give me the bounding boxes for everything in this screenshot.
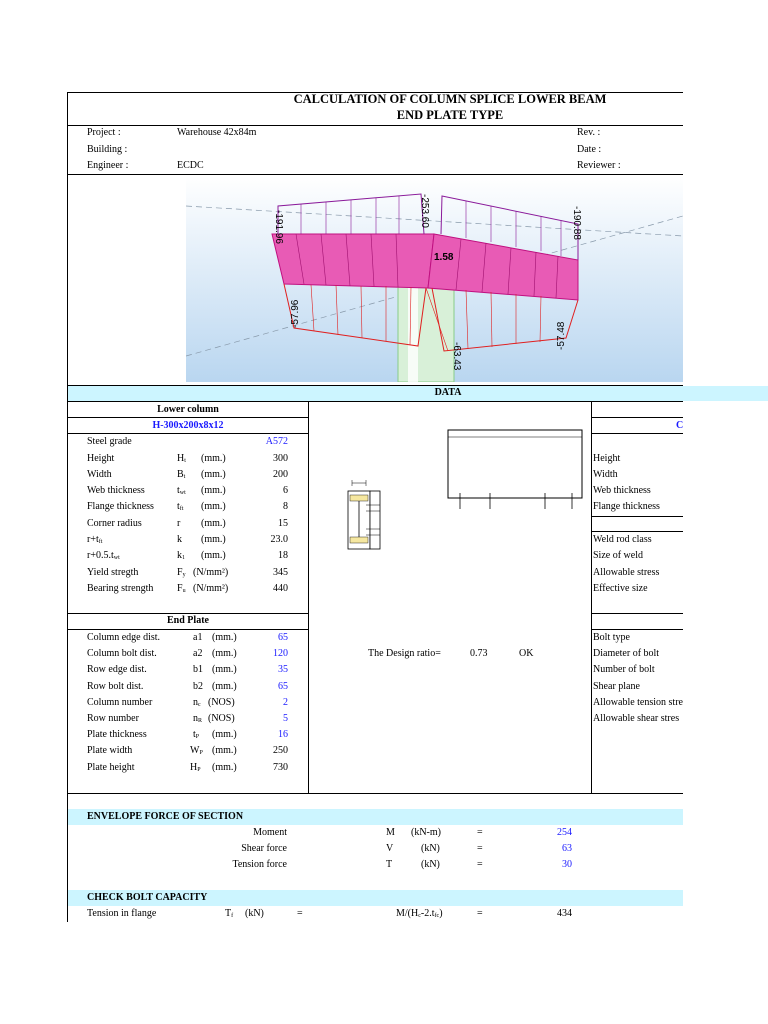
tension-flange-symbol: $T_f$ xyxy=(225,908,234,919)
plate-row-name: Column edge dist. xyxy=(87,632,161,643)
tension-flange-unit: (kN) xyxy=(245,908,264,919)
right-width: Width xyxy=(593,469,618,480)
row-value: 8 xyxy=(283,501,288,512)
lower-column-section: H-300x200x8x12 xyxy=(152,420,224,431)
data-header: DATA xyxy=(434,387,462,398)
moment-label-e: -57.96 xyxy=(290,299,301,328)
plate-row-unit: (mm.) xyxy=(212,729,237,740)
plate-row-unit: (mm.) xyxy=(212,762,237,773)
rev-label: Rev. : xyxy=(577,127,601,138)
envelope-value: 254 xyxy=(557,827,572,838)
plate-row-symbol: a1 xyxy=(193,632,203,643)
project-value: Warehouse 42x84m xyxy=(177,127,257,138)
plate-row-unit: (mm.) xyxy=(212,632,237,643)
row-value: 300 xyxy=(273,453,288,464)
row-value: 18 xyxy=(278,550,288,561)
row-name: Width xyxy=(87,469,112,480)
row-name: Web thickness xyxy=(87,485,145,496)
envelope-symbol: T xyxy=(386,859,393,870)
envelope-equals: = xyxy=(477,859,483,870)
envelope-value: 63 xyxy=(562,843,572,854)
row-name: Corner radius xyxy=(87,518,142,529)
row-unit: (mm.) xyxy=(201,534,226,545)
plate-row-symbol: $t_P$ xyxy=(193,729,200,740)
tension-flange-value: 434 xyxy=(557,908,572,919)
right-web-thickness: Web thickness xyxy=(593,485,651,496)
row-name: Yield stregth xyxy=(87,567,139,578)
row-unit: (mm.) xyxy=(201,469,226,480)
plate-row-symbol: a2 xyxy=(193,648,203,659)
moment-label-b: -253.60 xyxy=(419,194,430,228)
right-allow-stress: Allowable stress xyxy=(593,567,660,578)
tension-flange-eq1: = xyxy=(297,908,303,919)
steel-grade-value: A572 xyxy=(265,436,288,447)
plate-row-symbol: b1 xyxy=(193,664,203,675)
reviewer-label: Reviewer : xyxy=(577,160,621,171)
envelope-equals: = xyxy=(477,843,483,854)
plate-row-name: Plate width xyxy=(87,745,133,756)
row-symbol: r xyxy=(177,518,181,529)
moment-label-g: -57.48 xyxy=(556,321,567,350)
lower-column-title: Lower column xyxy=(157,404,219,415)
design-ratio-status: OK xyxy=(519,648,534,659)
row-unit: (mm.) xyxy=(201,550,226,561)
plate-row-symbol: $n_c$ xyxy=(193,697,201,708)
row-symbol: $F_u$ xyxy=(177,583,186,594)
plate-row-value: 5 xyxy=(283,713,288,724)
end-plate-title: End Plate xyxy=(167,615,209,626)
plate-row-value: 120 xyxy=(273,648,288,659)
moment-label-d: 1.58 xyxy=(434,252,454,263)
row-symbol: $t_{ft}$ xyxy=(177,501,184,512)
plate-row-value: 730 xyxy=(273,762,288,773)
envelope-label: Moment xyxy=(253,827,287,838)
row-value: 345 xyxy=(273,567,288,578)
plate-row-symbol: $W_P$ xyxy=(190,745,203,756)
steel-grade-label: Steel grade xyxy=(87,436,132,447)
plate-row-name: Row edge dist. xyxy=(87,664,147,675)
end-plate-sketch xyxy=(340,425,590,555)
row-unit: (N/mm²) xyxy=(193,583,229,594)
row-unit: (mm.) xyxy=(201,501,226,512)
row-value: 6 xyxy=(283,485,288,496)
plate-row-value: 2 xyxy=(283,697,288,708)
date-label: Date : xyxy=(577,144,602,155)
envelope-label: Tension force xyxy=(232,859,287,870)
plate-row-value: 16 xyxy=(278,729,288,740)
right-allow-shear: Allowable shear stres xyxy=(593,713,680,724)
plate-row-unit: (mm.) xyxy=(212,648,237,659)
envelope-label: Shear force xyxy=(241,843,287,854)
right-bolt-type: Bolt type xyxy=(593,632,630,643)
row-unit: (N/mm²) xyxy=(193,567,229,578)
check-bolt-title: CHECK BOLT CAPACITY xyxy=(87,892,208,903)
engineer-value: ECDC xyxy=(177,160,204,171)
row-symbol: $k_1$ xyxy=(177,550,185,561)
plate-row-unit: (mm.) xyxy=(212,664,237,675)
row-unit: (mm.) xyxy=(201,453,226,464)
plate-row-name: Column bolt dist. xyxy=(87,648,157,659)
tension-flange-formula: $M/(H_c-2.t_{fc})$ xyxy=(396,908,443,919)
right-bolt-diameter: Diameter of bolt xyxy=(593,648,660,659)
plate-row-unit: (mm.) xyxy=(212,681,237,692)
plate-row-name: Row bolt dist. xyxy=(87,681,144,692)
right-height: Height xyxy=(593,453,621,464)
row-name: $r+0.5.t_{wt}$ xyxy=(87,550,120,561)
right-weld-rod: Weld rod class xyxy=(593,534,652,545)
row-value: 440 xyxy=(273,583,288,594)
plate-row-value: 65 xyxy=(278,632,288,643)
right-section-partial: C xyxy=(676,420,684,431)
row-name: Flange thickness xyxy=(87,501,154,512)
row-symbol: $H_t$ xyxy=(177,453,186,464)
moment-label-f: -63.43 xyxy=(451,342,462,371)
right-flange-thickness: Flange thickness xyxy=(593,501,660,512)
design-ratio-label: The Design ratio= xyxy=(368,648,441,659)
envelope-value: 30 xyxy=(562,859,572,870)
moment-label-c: -190.88 xyxy=(571,206,582,240)
row-symbol: $F_y$ xyxy=(177,567,186,578)
row-name: Height xyxy=(87,453,115,464)
moment-label-a: -191.96 xyxy=(273,210,284,244)
envelope-symbol: V xyxy=(386,843,394,854)
envelope-unit: (kN) xyxy=(421,859,440,870)
plate-row-name: Column number xyxy=(87,697,153,708)
plate-row-unit: (NOS) xyxy=(208,713,235,724)
right-shear-plane: Shear plane xyxy=(593,681,640,692)
plate-row-value: 35 xyxy=(278,664,288,675)
envelope-unit: (kN) xyxy=(421,843,440,854)
plate-row-symbol: $H_P$ xyxy=(190,762,201,773)
engineer-label: Engineer : xyxy=(87,160,129,171)
design-ratio-value: 0.73 xyxy=(470,648,488,659)
right-effective-size: Effective size xyxy=(593,583,648,594)
plate-row-name: Row number xyxy=(87,713,139,724)
tension-flange-eq2: = xyxy=(477,908,483,919)
row-value: 23.0 xyxy=(270,534,288,545)
plate-row-value: 65 xyxy=(278,681,288,692)
row-symbol: $t_{wt}$ xyxy=(177,485,186,496)
envelope-unit: (kN-m) xyxy=(411,827,441,838)
right-bolt-number: Number of bolt xyxy=(593,664,655,675)
row-unit: (mm.) xyxy=(201,518,226,529)
row-name: Bearing strength xyxy=(87,583,154,594)
envelope-symbol: M xyxy=(386,827,395,838)
row-value: 200 xyxy=(273,469,288,480)
plate-row-symbol: $n_R$ xyxy=(193,713,203,724)
building-label: Building : xyxy=(87,144,128,155)
structure-model-image xyxy=(186,176,683,382)
project-label: Project : xyxy=(87,127,121,138)
title-line-2: END PLATE TYPE xyxy=(396,108,504,122)
row-symbol: $B_t$ xyxy=(177,469,186,480)
right-weld-size: Size of weld xyxy=(593,550,643,561)
row-symbol: k xyxy=(177,534,182,545)
row-value: 15 xyxy=(278,518,288,529)
plate-row-name: Plate thickness xyxy=(87,729,147,740)
row-name: $r+t_{ft}$ xyxy=(87,534,103,545)
row-unit: (mm.) xyxy=(201,485,226,496)
plate-row-value: 250 xyxy=(273,745,288,756)
title-line-1: CALCULATION OF COLUMN SPLICE LOWER BEAM xyxy=(293,92,607,106)
plate-row-symbol: b2 xyxy=(193,681,203,692)
envelope-equals: = xyxy=(477,827,483,838)
envelope-title: ENVELOPE FORCE OF SECTION xyxy=(87,811,244,822)
right-allow-tension: Allowable tension stre xyxy=(593,697,683,708)
plate-row-name: Plate height xyxy=(87,762,135,773)
plate-row-unit: (mm.) xyxy=(212,745,237,756)
plate-row-unit: (NOS) xyxy=(208,697,235,708)
tension-flange-label: Tension in flange xyxy=(87,908,157,919)
